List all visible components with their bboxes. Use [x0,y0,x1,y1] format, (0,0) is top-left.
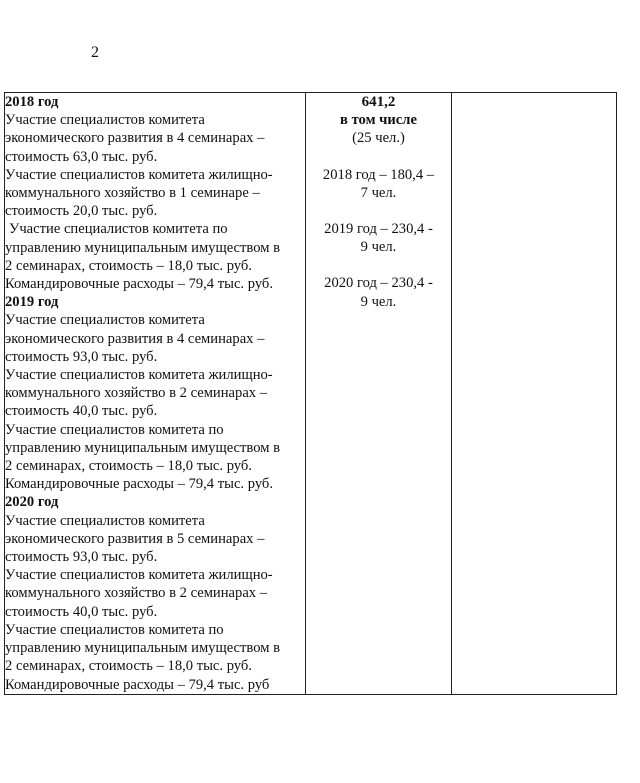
text-line: стоимость 40,0 тыс. руб. [5,603,158,620]
people-2018: 7 чел. [360,184,397,201]
text-line: стоимость 93,0 тыс. руб. [5,549,158,566]
text-line: Участие специалистов комитета [5,512,205,529]
text-line: коммунального хозяйство в 2 семинарах – [5,385,268,402]
amount-cell [306,93,452,695]
text-line: Участие специалистов комитета жилищно- [5,166,273,183]
table-row [5,93,617,695]
empty-cell [452,93,617,695]
text-line: Участие специалистов комитета [5,312,205,329]
text-line: Участие специалистов комитета жилищно- [5,367,273,384]
expenses-table [4,92,617,695]
including-label: в том числе [340,112,417,129]
text-line: 2 семинарах, стоимость – 18,0 тыс. руб. [5,257,252,274]
text-line: коммунального хозяйство в 1 семинаре – [5,185,260,202]
page-number: 2 [91,44,99,61]
text-line: Командировочные расходы – 79,4 тыс. руб. [5,276,273,293]
text-line: Командировочные расходы – 79,4 тыс. руб. [5,476,273,493]
total-amount: 641,2 [361,94,396,110]
text-line: коммунального хозяйство в 2 семинарах – [5,585,268,602]
text-line: стоимость 93,0 тыс. руб. [5,348,158,365]
people-2020: 9 чел. [360,293,397,310]
text-line: управлению муниципальным имуществом в [5,640,280,657]
text-line: управлению муниципальным имуществом в [5,239,280,256]
text-line: экономического развития в 5 семинарах – [5,530,265,547]
amount-2019: 2019 год – 230,4 - [324,221,433,238]
text-line: экономического развития в 4 семинарах – [5,330,265,347]
text-line: стоимость 63,0 тыс. руб. [5,148,158,165]
text-line: Участие специалистов комитета по [5,621,224,638]
people-2019: 9 чел. [360,239,397,256]
year-heading-2018: 2018 год [5,94,59,110]
text-line: Участие специалистов комитета по [5,421,224,438]
text-line: экономического развития в 4 семинарах – [5,130,265,147]
text-line: Участие специалистов комитета [5,112,205,129]
text-line: стоимость 40,0 тыс. руб. [5,403,158,420]
amount-2020: 2020 год – 230,4 - [324,275,433,292]
year-heading-2019: 2019 год [5,294,59,311]
amount-2018: 2018 год – 180,4 – [322,166,435,183]
text-line: Участие специалистов комитета по [9,221,228,238]
activities-cell [5,93,306,695]
text-line: Участие специалистов комитета жилищно- [5,567,273,584]
text-line: стоимость 20,0 тыс. руб. [5,203,158,220]
text-line: управлению муниципальным имуществом в [5,439,280,456]
people-count: (25 чел.) [352,130,405,147]
text-line: 2 семинарах, стоимость – 18,0 тыс. руб. [5,658,252,675]
text-line: Командировочные расходы – 79,4 тыс. руб [5,676,270,693]
text-line: 2 семинарах, стоимость – 18,0 тыс. руб. [5,458,252,475]
year-heading-2020: 2020 год [5,494,59,511]
